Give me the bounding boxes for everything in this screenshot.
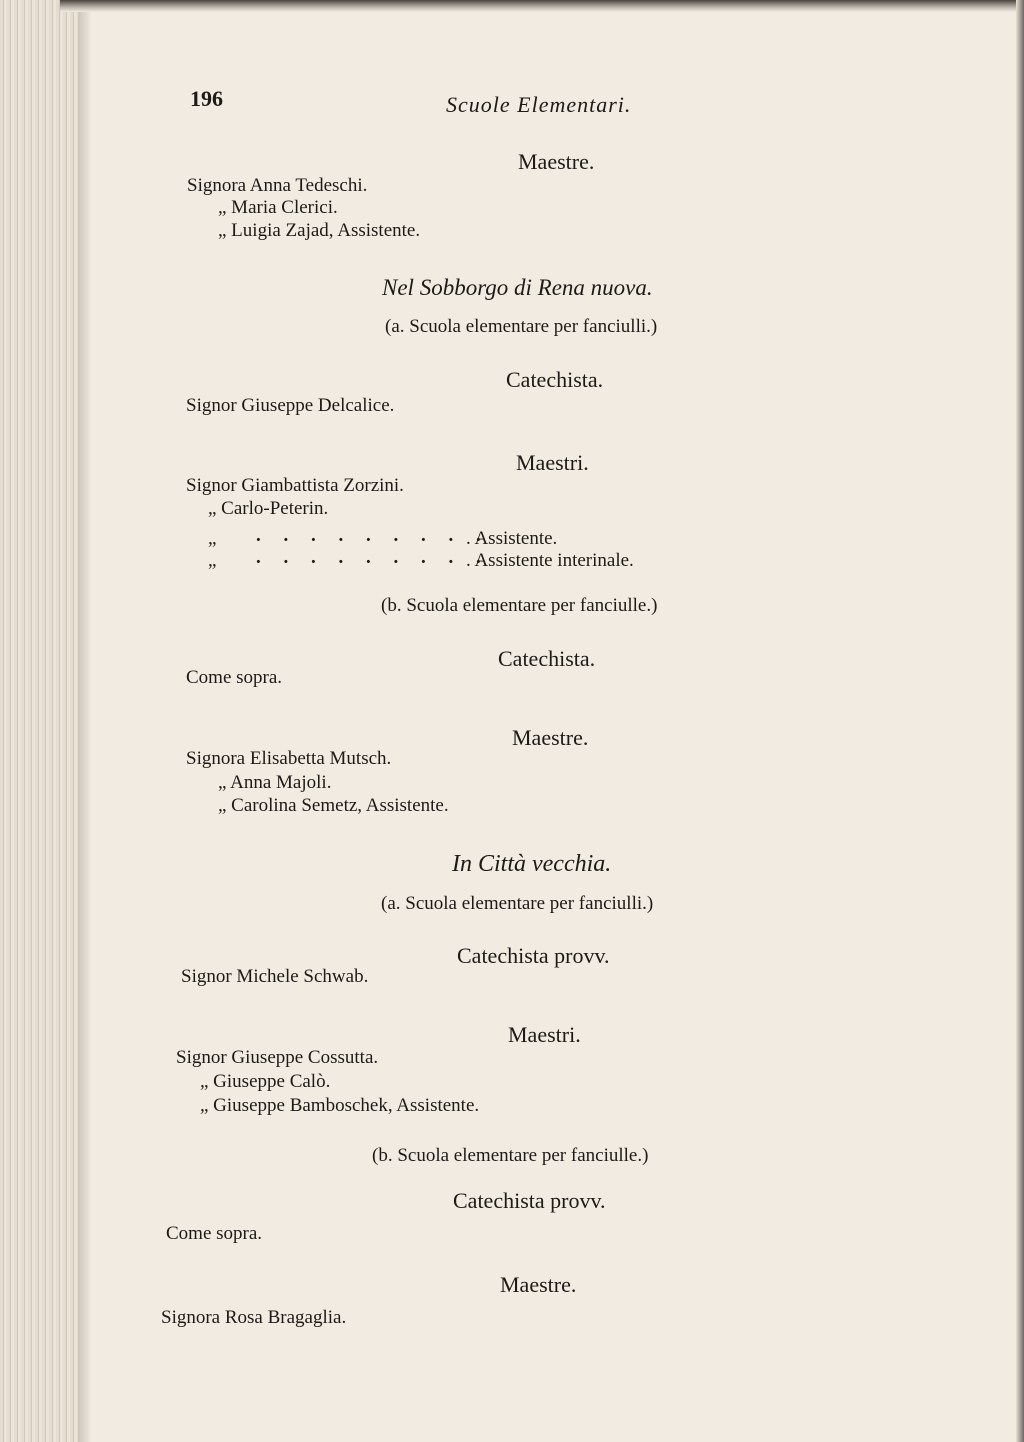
staff-line: „ Anna Majoli. [218, 772, 332, 793]
page-gutter [0, 0, 78, 1442]
staff-line: Signora Elisabetta Mutsch. [186, 748, 392, 769]
ditto-mark: „ [208, 528, 217, 549]
staff-line: „ Maria Clerici. [218, 197, 338, 218]
staff-line: Come sopra. [166, 1223, 263, 1244]
running-title: Scuole Elementari. [446, 92, 632, 117]
page-number: 196 [190, 86, 223, 111]
section-heading-maestre: Maestre. [512, 725, 589, 750]
school-subtitle: (a. Scuola elementare per fanciulli.) [381, 893, 654, 914]
page-top-edge [60, 0, 1024, 12]
staff-line: . Assistente interinale. [466, 550, 634, 571]
staff-line: Signora Rosa Bragaglia. [161, 1307, 347, 1328]
staff-line: „ Giuseppe Calò. [200, 1071, 331, 1092]
dotted-leader: . . . . . . . . . [256, 525, 490, 546]
section-heading-maestre: Maestre. [518, 149, 595, 174]
section-heading-catechista: Catechista. [498, 646, 596, 671]
school-subtitle: (b. Scuola elementare per fanciulle.) [381, 595, 658, 616]
staff-line: „ Luigia Zajad, Assistente. [218, 220, 421, 241]
section-heading-catechista: Catechista provv. [453, 1188, 606, 1213]
dotted-leader: . . . . . . . . . [256, 547, 490, 568]
staff-line: Signor Giambattista Zorzini. [186, 475, 404, 496]
school-subtitle: (b. Scuola elementare per fanciulle.) [372, 1145, 649, 1166]
staff-line: „ Carolina Semetz, Assistente. [218, 795, 449, 816]
page-right-edge [1016, 0, 1024, 1442]
staff-line: Signora Anna Tedeschi. [187, 175, 368, 196]
district-title: In Città vecchia. [452, 851, 612, 877]
ditto-mark: „ [208, 550, 217, 571]
staff-line: Signor Giuseppe Cossutta. [176, 1047, 379, 1068]
staff-line: Signor Michele Schwab. [181, 966, 369, 987]
school-subtitle: (a. Scuola elementare per fanciulli.) [385, 316, 658, 337]
staff-line: Signor Giuseppe Delcalice. [186, 395, 395, 416]
section-heading-catechista: Catechista. [506, 367, 604, 392]
district-title: Nel Sobborgo di Rena nuova. [382, 275, 653, 300]
staff-line: Come sopra. [186, 667, 283, 688]
staff-line: „ Giuseppe Bamboschek, Assistente. [200, 1095, 480, 1116]
staff-line: . Assistente. [466, 528, 558, 549]
section-heading-maestri: Maestri. [508, 1022, 581, 1047]
section-heading-catechista: Catechista provv. [457, 943, 610, 968]
staff-line: „ Carlo-Peterin. [208, 498, 329, 519]
section-heading-maestre: Maestre. [500, 1272, 577, 1297]
section-heading-maestri: Maestri. [516, 450, 589, 475]
